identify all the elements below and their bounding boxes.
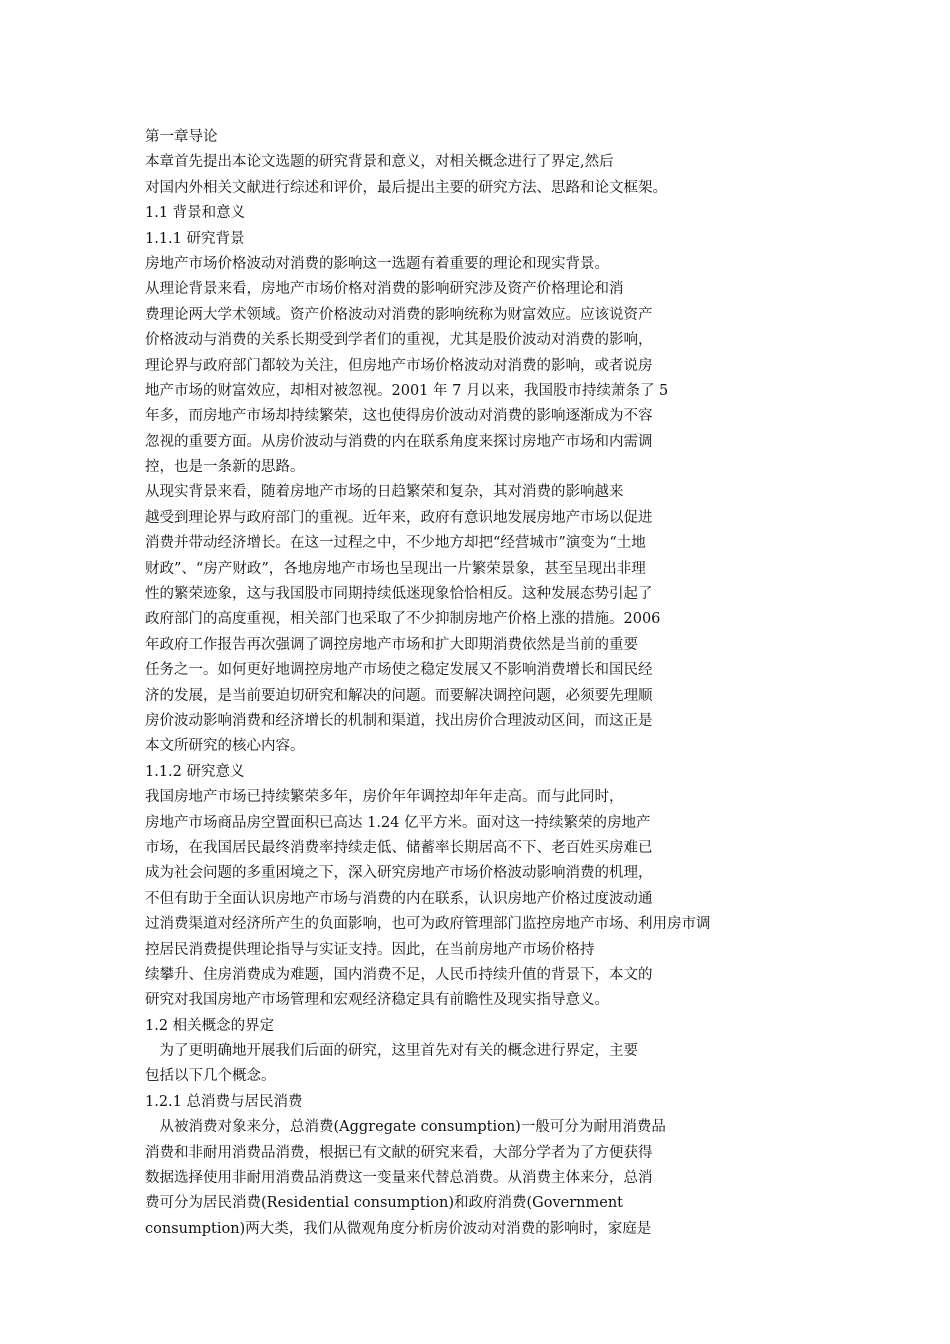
body-line: 理论界与政府部门都较为关注，但房地产市场价格波动对消费的影响，或者说房 (145, 357, 653, 374)
body-line: 本文所研究的核心内容。 (145, 738, 305, 755)
subsection-heading: 1.1.1 研究背景 (145, 230, 245, 247)
body-line: 成为社会问题的多重困境之下，深入研究房地产市场价格波动影响消费的机理， (145, 865, 653, 882)
subsection-heading: 1.1.2 研究意义 (145, 763, 245, 780)
body-line: 性的繁荣迹象，这与我国股市同期持续低迷现象恰恰相反。这种发展态势引起了 (145, 586, 653, 603)
body-line: 数据选择使用非耐用消费品消费这一变量来代替总消费。从消费主体来分，总消 (145, 1170, 653, 1187)
section-heading: 1.2 相关概念的界定 (145, 1017, 275, 1034)
body-line: 年政府工作报告再次强调了调控房地产市场和扩大即期消费依然是当前的重要 (145, 636, 638, 653)
body-line: 控，也是一条新的思路。 (145, 459, 305, 476)
body-line: 费可分为居民消费(Residential consumption)和政府消费(Government (145, 1195, 623, 1212)
body-line: 研究对我国房地产市场管理和宏观经济稳定具有前瞻性及现实指导意义。 (145, 992, 609, 1009)
body-line: 市场，在我国居民最终消费率持续走低、储蓄率长期居高不下、老百姓买房难已 (145, 839, 653, 856)
body-line: 房地产市场价格波动对消费的影响这一选题有着重要的理论和现实背景。 (145, 255, 609, 272)
body-line: 政府部门的高度重视，相关部门也采取了不少抑制房地产价格上涨的措施。2006 (145, 611, 661, 628)
body-line: 费理论两大学术领域。资产价格波动对消费的影响统称为财富效应。应该说资产 (145, 306, 653, 323)
body-line: 从被消费对象来分，总消费(Aggregate consumption)一般可分为耐用消费品 (145, 1119, 666, 1136)
body-line: 控居民消费提供理论指导与实证支持。因此，在当前房地产市场价格持 (145, 941, 595, 958)
body-line: consumption)两大类，我们从微观角度分析房价波动对消费的影响时，家庭是 (145, 1220, 652, 1237)
section-heading: 1.1 背景和意义 (145, 205, 246, 222)
body-line: 本章首先提出本论文选题的研究背景和意义，对相关概念进行了界定,然后 (145, 154, 614, 171)
body-line: 包括以下几个概念。 (145, 1068, 276, 1085)
body-line: 越受到理论界与政府部门的重视。近年来，政府有意识地发展房地产市场以促进 (145, 509, 653, 526)
body-line: 对国内外相关文献进行综述和评价，最后提出主要的研究方法、思路和论文框架。 (145, 179, 667, 196)
body-line: 年多，而房地产市场却持续繁荣，这也使得房价波动对消费的影响逐渐成为不容 (145, 408, 653, 425)
body-line: 从现实背景来看，随着房地产市场的日趋繁荣和复杂，其对消费的影响越来 (145, 484, 624, 501)
subsection-heading: 1.2.1 总消费与居民消费 (145, 1093, 303, 1110)
body-line: 地产市场的财富效应，却相对被忽视。2001 年 7 月以来，我国股市持续萧条了 5 (145, 382, 669, 399)
body-line: 价格波动与消费的关系长期受到学者们的重视，尤其是股价波动对消费的影响， (145, 332, 653, 349)
body-line: 忽视的重要方面。从房价波动与消费的内在联系角度来探讨房地产市场和内需调 (145, 433, 653, 450)
body-line: 房价波动影响消费和经济增长的机制和渠道，找出房价合理波动区间，而这正是 (145, 712, 653, 729)
body-line: 我国房地产市场已持续繁荣多年，房价年年调控却年年走高。而与此同时， (145, 789, 624, 806)
body-line: 消费并带动经济增长。在这一过程之中，不少地方却把“经营城市”演变为“土地 (145, 535, 646, 552)
body-line: 消费和非耐用消费品消费，根据已有文献的研究来看，大部分学者为了方便获得 (145, 1144, 653, 1161)
body-line: 不但有助于全面认识房地产市场与消费的内在联系，认识房地产价格过度波动通 (145, 890, 653, 907)
chapter-title: 第一章导论 (145, 129, 218, 145)
body-line: 房地产市场商品房空置面积已高达 1.24 亿平方米。面对这一持续繁荣的房地产 (145, 814, 651, 831)
body-line: 从理论背景来看，房地产市场价格对消费的影响研究涉及资产价格理论和消 (145, 281, 624, 298)
body-line: 任务之一。如何更好地调控房地产市场使之稳定发展又不影响消费增长和国民经 (145, 662, 653, 679)
body-line: 为了更明确地开展我们后面的研究，这里首先对有关的概念进行界定，主要 (145, 1043, 638, 1060)
body-line: 济的发展，是当前要迫切研究和解决的问题。而要解决调控问题，必须要先理顺 (145, 687, 653, 704)
body-line: 财政”、“房产财政”，各地房地产市场也呈现出一片繁荣景象，甚至呈现出非理 (145, 560, 646, 577)
body-line: 续攀升、住房消费成为难题，国内消费不足，人民币持续升值的背景下，本文的 (145, 966, 653, 983)
body-line: 过消费渠道对经济所产生的负面影响，也可为政府管理部门监控房地产市场、利用房市调 (145, 916, 711, 933)
document-body (145, 125, 835, 1242)
